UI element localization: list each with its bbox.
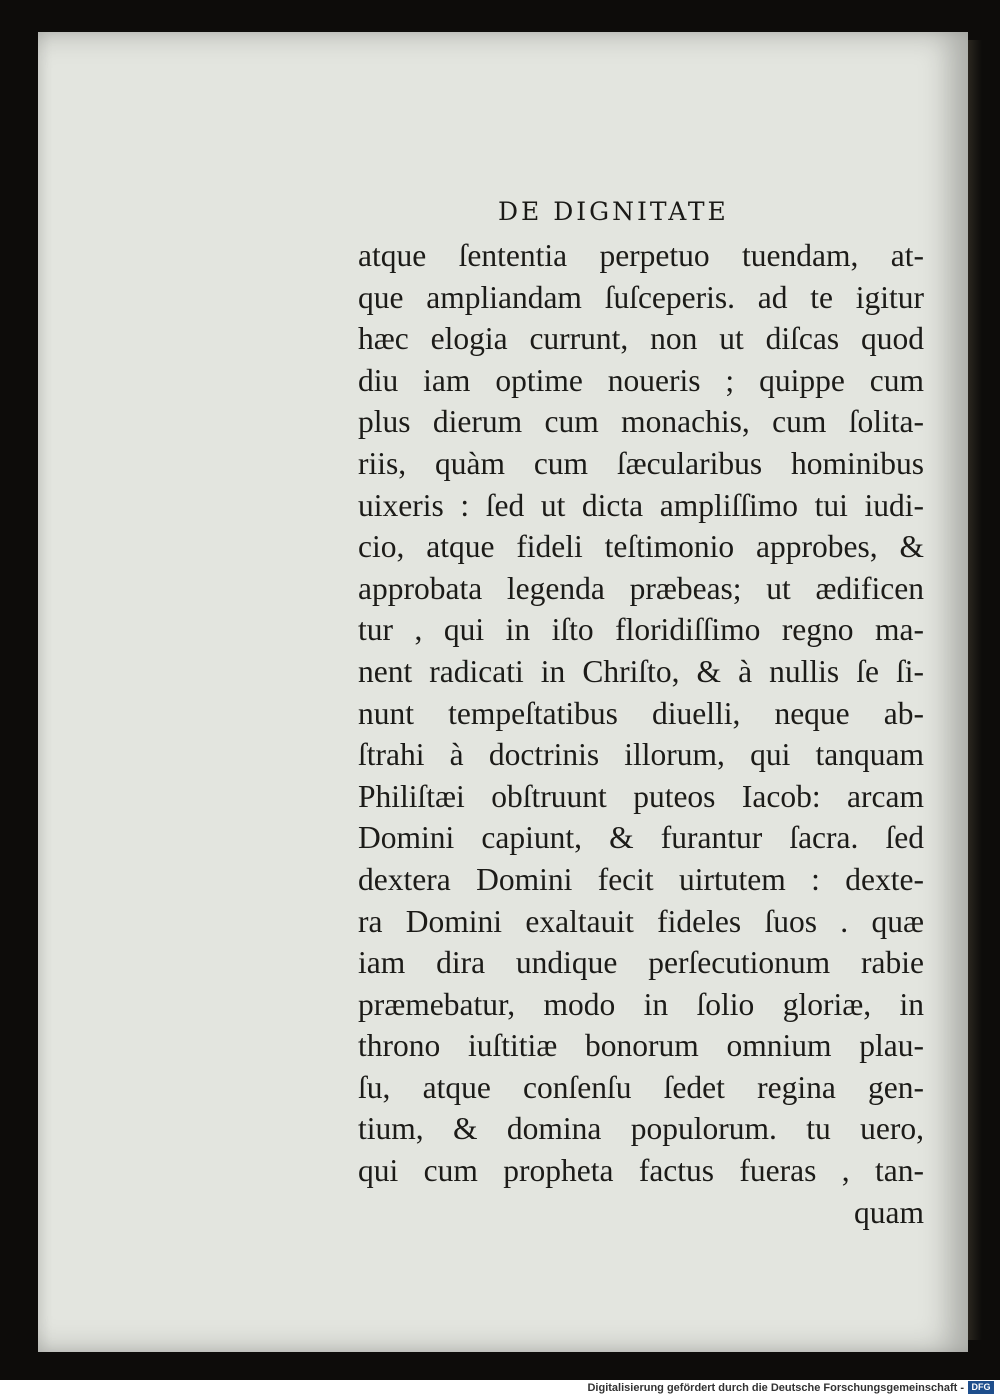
text-line: hæc elogia currunt, non ut diſcas quod — [358, 321, 924, 357]
text-line: uixeris : ſed ut dicta ampliſſimo tui iudi- — [358, 487, 924, 523]
running-head: DE DIGNITATE — [498, 197, 729, 226]
text-line: ſu, atque conſenſu ſedet regina gen- — [358, 1069, 924, 1105]
text-line: plus dierum cum monachis, cum ſolita- — [358, 404, 924, 440]
text-line: throno iuſtitiæ bonorum omnium plau- — [358, 1028, 924, 1064]
dfg-logo: DFG — [968, 1381, 994, 1394]
text-line: tium, & domina populorum. tu uero, — [358, 1111, 924, 1147]
book-gutter-shadow — [968, 40, 982, 1340]
body-text — [358, 235, 924, 1233]
text-line: cio, atque fideli teſtimonio approbes, & — [358, 529, 924, 565]
text-line: dextera Domini fecit uirtutem : dexte- — [358, 861, 924, 897]
text-line: Domini capiunt, & furantur ſacra. ſed — [358, 820, 924, 856]
text-line: nunt tempeſtatibus diuelli, neque ab- — [358, 695, 924, 731]
text-line: que ampliandam ſuſceperis. ad te igitur — [358, 279, 924, 315]
text-line: diu iam optime noueris ; quippe cum — [358, 362, 924, 398]
catchword: quam — [854, 1194, 924, 1230]
text-line: Philiſtæi obſtruunt puteos Iacob: arcam — [358, 778, 924, 814]
text-line: approbata legenda præbeas; ut ædificen — [358, 570, 924, 606]
text-line: ſtrahi à doctrinis illorum, qui tanquam — [358, 737, 924, 773]
text-line: iam dira undique perſecutionum rabie — [358, 945, 924, 981]
text-line: atque ſententia perpetuo tuendam, at- — [358, 238, 924, 273]
footer-credit: Digitalisierung gefördert durch die Deutsche Forschungsgemeinschaft - — [587, 1382, 964, 1394]
text-line: nent radicati in Chriſto, & à nullis ſe ſi- — [358, 653, 924, 689]
text-line: riis, quàm cum ſæcularibus hominibus — [358, 445, 924, 481]
text-line: tur , qui in iſto floridiſſimo regno ma- — [358, 612, 924, 648]
text-line: præmebatur, modo in ſolio gloriæ, in — [358, 986, 924, 1022]
book-page — [38, 32, 968, 1352]
text-line: qui cum propheta factus fueras , tan- — [358, 1153, 924, 1189]
text-line: ra Domini exaltauit fideles ſuos . quæ — [358, 903, 924, 939]
